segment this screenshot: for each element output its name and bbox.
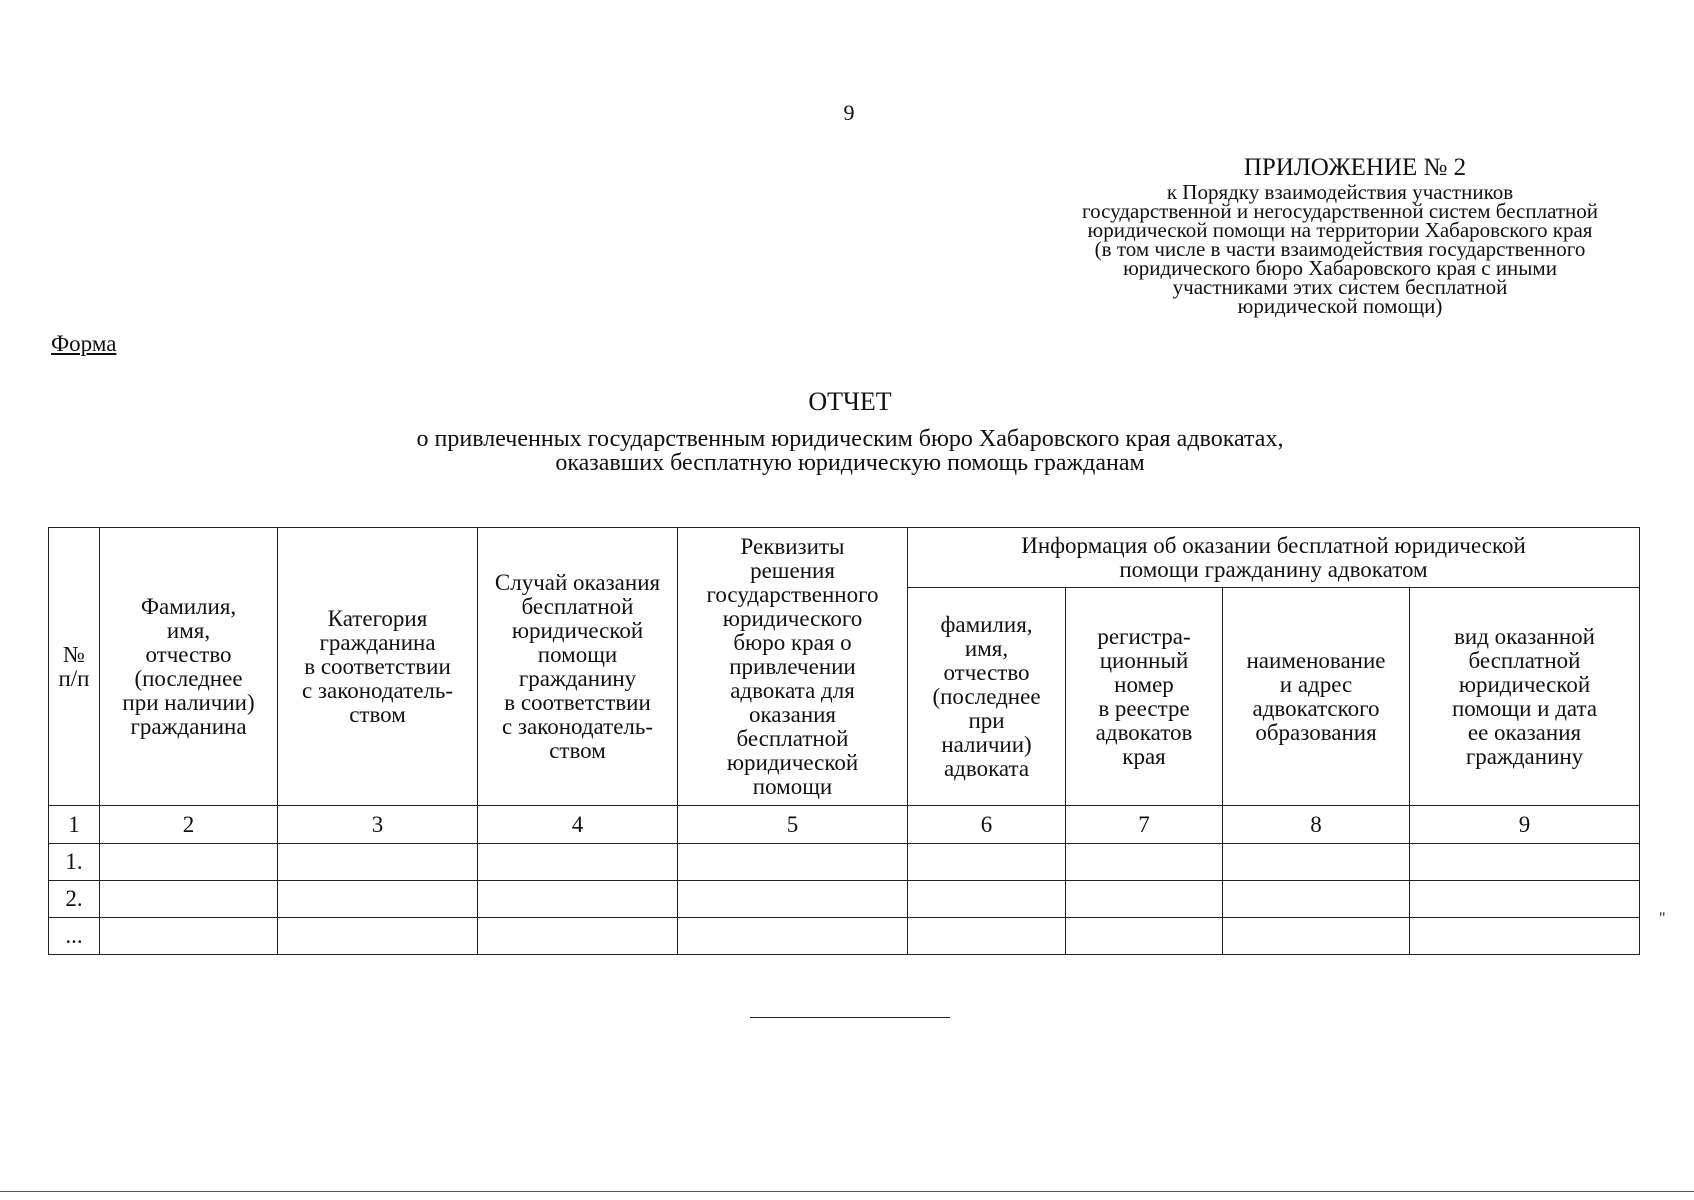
table-cell — [1066, 844, 1223, 881]
header-text-line: в соответствии — [504, 689, 651, 715]
header-text-line: адвокатского — [1252, 695, 1380, 721]
table-cell — [1410, 844, 1640, 881]
header-text-line: наличии) — [941, 731, 1032, 757]
header-text-line: Случай оказания — [494, 569, 661, 595]
report-subtitle — [250, 427, 1450, 475]
header-text-line: юридической — [1458, 671, 1591, 697]
column-number: 9 — [1410, 806, 1640, 844]
column-number: 5 — [678, 806, 908, 844]
header-text-line: номер — [1114, 671, 1174, 697]
header-text-line: с законодатель- — [501, 713, 654, 739]
header-text-line: адвоката для — [730, 677, 855, 703]
table-cell — [100, 918, 278, 955]
header-text-line: гражданину — [518, 665, 637, 691]
header-text-line: помощи и дата — [1451, 695, 1598, 721]
header-text-line: имя, — [964, 635, 1009, 661]
report-title: ОТЧЕТ — [808, 387, 892, 416]
header-text-line: образования — [1255, 719, 1377, 745]
table-cell — [678, 844, 908, 881]
header-cell-registry-number — [1066, 588, 1223, 806]
page-bottom-rule — [0, 1191, 1694, 1192]
header-text-line: п/п — [58, 665, 90, 691]
header-text-line: адвокатов — [1095, 719, 1193, 745]
header-text-line: Категория — [327, 605, 428, 631]
table-row — [49, 918, 1640, 955]
header-text-line: оказания — [748, 701, 837, 727]
header-text-line: края — [1122, 743, 1166, 769]
table-cell — [478, 881, 678, 918]
row-number: 2. — [49, 881, 100, 918]
header-text-line: гражданина — [319, 629, 436, 655]
appendix-line: юридического бюро Хабаровского края с иными — [1123, 256, 1557, 280]
column-number: 4 — [478, 806, 678, 844]
table-cell — [908, 918, 1066, 955]
table-cell — [278, 918, 478, 955]
footnote-separator-line — [750, 1017, 950, 1018]
header-text-line: имя, — [166, 617, 211, 643]
table-cell — [1223, 918, 1410, 955]
header-text-line: отчество — [145, 641, 232, 667]
header-cell-citizen-name — [100, 528, 278, 806]
header-text-line: решения — [750, 557, 835, 583]
table-cell — [100, 881, 278, 918]
header-text-line: в реестре — [1098, 695, 1190, 721]
table-cell — [678, 881, 908, 918]
header-text-line: (последнее — [932, 683, 1041, 709]
appendix-line: юридической помощи) — [1237, 294, 1443, 318]
header-text-line: фамилия, — [940, 611, 1033, 637]
table-cell — [908, 844, 1066, 881]
header-text-line: бюро края о — [733, 629, 852, 655]
header-text-line: государственного — [706, 581, 879, 607]
table-cell — [1223, 881, 1410, 918]
header-text-line: ее оказания — [1467, 719, 1582, 745]
header-text-line: ством — [549, 737, 606, 763]
header-cell-aid-case — [478, 528, 678, 806]
appendix-line: государственной и негосударственной систем бесплатной — [1081, 199, 1599, 223]
header-text-line: адвоката — [943, 755, 1030, 781]
header-text-line: (последнее — [134, 665, 243, 691]
header-text-line: при — [968, 707, 1005, 733]
appendix-title: ПРИЛОЖЕНИЕ № 2 — [1243, 154, 1467, 181]
header-cell-aid-info-group — [908, 528, 1640, 588]
table-row — [49, 881, 1640, 918]
header-text-line: гражданину — [1465, 743, 1584, 769]
row-number: ... — [49, 918, 100, 955]
header-text-line: помощи — [752, 773, 833, 799]
column-number: 3 — [278, 806, 478, 844]
table-cell — [1410, 881, 1640, 918]
report-subtitle-line: оказавших бесплатную юридическую помощь гражданам — [555, 450, 1145, 476]
header-text-line: регистра- — [1097, 623, 1191, 649]
header-text-line: Реквизиты — [740, 533, 845, 559]
appendix-line: юридической помощи на территории Хабаровского края — [1087, 218, 1593, 242]
header-text-line: Фамилия, — [140, 593, 237, 619]
table-cell — [478, 918, 678, 955]
header-cell-decision-details — [678, 528, 908, 806]
header-cell-lawyer-name — [908, 588, 1066, 806]
header-text-line: бесплатной — [521, 593, 634, 619]
column-number: 2 — [100, 806, 278, 844]
header-text-line: в соответствии — [304, 653, 451, 679]
table-cell — [100, 844, 278, 881]
table-cell — [278, 844, 478, 881]
table-cell — [278, 881, 478, 918]
closing-quote-mark: " — [1659, 910, 1666, 927]
table-cell — [1223, 844, 1410, 881]
row-number: 1. — [49, 844, 100, 881]
header-text-line: бесплатной — [736, 725, 849, 751]
header-text-line: гражданина — [130, 713, 247, 739]
header-text-line: юридической — [511, 617, 644, 643]
header-cell-number — [49, 528, 100, 806]
header-text-line: привлечении — [729, 653, 856, 679]
table-cell — [1066, 918, 1223, 955]
header-text-line: наименование — [1246, 647, 1386, 673]
appendix-block — [1020, 153, 1660, 316]
header-cell-bar-organization — [1223, 588, 1410, 806]
column-number: 1 — [49, 806, 100, 844]
header-text-line: № — [63, 641, 85, 667]
header-text-line: и адрес — [1279, 671, 1353, 697]
table-cell — [478, 844, 678, 881]
header-text-line: помощи — [537, 641, 618, 667]
form-label: Форма — [51, 331, 117, 356]
appendix-line: участниками этих систем бесплатной — [1172, 275, 1508, 299]
column-numbers-row — [49, 806, 1640, 844]
table-cell — [908, 881, 1066, 918]
header-text-line: юридической — [726, 749, 859, 775]
column-number: 8 — [1223, 806, 1410, 844]
header-text-line: вид оказанной — [1454, 623, 1595, 649]
table-cell — [678, 918, 908, 955]
column-number: 6 — [908, 806, 1066, 844]
appendix-line: к Порядку взаимодействия участников — [1166, 180, 1514, 204]
header-text-line: с законодатель- — [301, 677, 454, 703]
header-cell-aid-type-date — [1410, 588, 1640, 806]
report-subtitle-line: о привлеченных государственным юридическим бюро Хабаровского края адвокатах, — [416, 426, 1284, 452]
header-text-line: Информация об оказании бесплатной юридической — [1021, 532, 1526, 558]
header-text-line: ством — [349, 701, 406, 727]
header-text-line: ционный — [1099, 647, 1189, 673]
page-number: 9 — [843, 100, 855, 125]
header-text-line: при наличии) — [122, 689, 255, 715]
header-text-line: бесплатной — [1468, 647, 1581, 673]
appendix-line: (в том числе в части взаимодействия государственного — [1094, 237, 1586, 261]
table-cell — [1410, 918, 1640, 955]
header-text-line: отчество — [943, 659, 1030, 685]
table-cell — [1066, 881, 1223, 918]
header-text-line: юридического — [722, 605, 863, 631]
header-text-line: помощи гражданину адвокатом — [1119, 556, 1428, 582]
table-row — [49, 844, 1640, 881]
header-cell-citizen-category — [278, 528, 478, 806]
column-number: 7 — [1066, 806, 1223, 844]
report-table — [48, 527, 1640, 955]
